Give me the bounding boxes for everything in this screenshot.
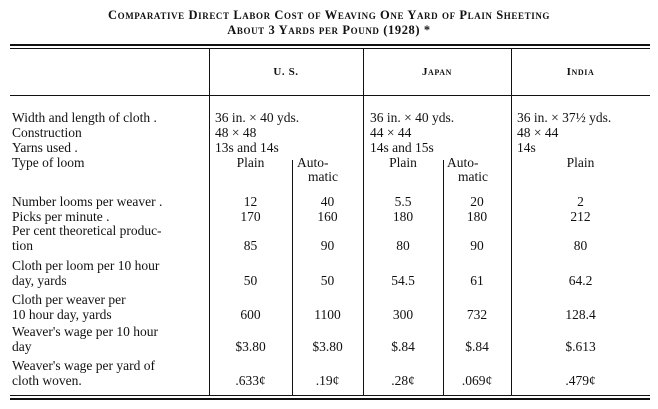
india-looms: 2: [577, 194, 584, 209]
india-loom: Plain: [566, 155, 595, 170]
table-title: [0, 8, 658, 38]
header-us: U. S.: [273, 66, 299, 78]
japan-width: 36 in. × 40 yds.: [370, 110, 455, 125]
label-pct-1: Per cent theoretical produc-: [12, 223, 162, 238]
us-pct-auto: 90: [320, 238, 335, 253]
bottom-rule: [10, 398, 650, 400]
us-cloth-loom-plain: 50: [243, 273, 258, 288]
us-width: 36 in. × 40 yds.: [215, 110, 300, 125]
label-wage-day-2: day: [12, 339, 32, 354]
us-looms-plain: 12: [243, 194, 258, 209]
japan-cloth-loom-auto: 61: [470, 273, 484, 288]
title-line-2: About 3 Yards per Pound (1928) *: [227, 23, 431, 37]
japan-wage-day-auto: $.84: [465, 339, 489, 354]
japan-yarns: 14s and 15s: [370, 140, 434, 155]
us-yarns: 13s and 14s: [215, 140, 279, 155]
japan-picks-plain: 180: [392, 209, 414, 224]
label-pct-2: tion: [12, 238, 34, 253]
india-wage-day: $.613: [565, 339, 596, 354]
header-japan: Japan: [421, 66, 453, 78]
label-wage-yard-2: cloth woven.: [12, 373, 82, 388]
india-cloth-loom: 64.2: [568, 273, 593, 288]
india-wage-yard: .479¢: [565, 373, 596, 388]
label-cloth-loom-2: day, yards: [12, 273, 67, 288]
japan-construction: 44 × 44: [370, 125, 412, 140]
us-cloth-loom-auto: 50: [320, 273, 335, 288]
japan-cloth-weaver-auto: 732: [466, 307, 488, 322]
bottom-rule-inner: [10, 395, 650, 396]
us-picks-plain: 170: [240, 209, 261, 224]
us-wage-yard-plain: .633¢: [235, 373, 266, 388]
us-loom-plain: Plain: [236, 155, 265, 170]
japan-cloth-loom-plain: 54.5: [391, 273, 415, 288]
us-picks-auto: 160: [317, 209, 338, 224]
japan-pct-plain: 80: [396, 238, 410, 253]
label-cloth-loom-1: Cloth per loom per 10 hour: [12, 258, 160, 273]
us-wage-day-auto: $3.80: [312, 339, 343, 354]
us-cloth-weaver-plain: 600: [240, 307, 261, 322]
japan-picks-auto: 180: [466, 209, 488, 224]
japan-looms-auto: 20: [470, 194, 484, 209]
header-rule: [10, 95, 650, 96]
japan-wage-yard-plain: .28¢: [391, 373, 415, 388]
label-construction: Construction: [12, 125, 82, 140]
japan-looms-plain: 5.5: [394, 194, 412, 209]
header-india: India: [566, 66, 595, 78]
top-rule: [10, 44, 650, 46]
japan-wage-yard-auto: .069¢: [461, 373, 493, 388]
india-cloth-weaver: 128.4: [565, 307, 596, 322]
label-wage-day-1: Weaver's wage per 10 hour: [12, 324, 159, 339]
label-wage-yard-1: Weaver's wage per yard of: [12, 358, 156, 373]
us-wage-yard-auto: .19¢: [315, 373, 340, 388]
japan-pct-auto: 90: [470, 238, 484, 253]
us-cloth-weaver-auto: 1100: [314, 307, 341, 322]
us-loom-auto-1: Auto-: [297, 155, 329, 170]
label-cloth-weaver-2: 10 hour day, yards: [12, 307, 112, 322]
us-wage-day-plain: $3.80: [235, 339, 266, 354]
label-picks: Picks per minute .: [12, 209, 110, 224]
label-width: Width and length of cloth .: [12, 110, 157, 125]
india-width: 36 in. × 37½ yds.: [517, 110, 612, 125]
india-construction: 48 × 44: [517, 125, 559, 140]
us-looms-auto: 40: [320, 194, 335, 209]
india-picks: 212: [570, 209, 591, 224]
label-loom-type: Type of loom: [12, 155, 85, 170]
top-rule-inner: [10, 48, 650, 49]
japan-wage-day-plain: $.84: [391, 339, 415, 354]
us-pct-plain: 85: [243, 238, 258, 253]
japan-loom-auto-1: Auto-: [447, 155, 479, 170]
label-looms-per-weaver: Number looms per weaver .: [12, 194, 163, 209]
india-pct: 80: [573, 238, 588, 253]
title-line-1: Comparative Direct Labor Cost of Weaving One Yard of Plain Sheeting: [107, 8, 551, 22]
japan-loom-auto-2: matic: [458, 169, 488, 184]
us-loom-auto-2: matic: [308, 169, 338, 184]
japan-cloth-weaver-plain: 300: [392, 307, 414, 322]
label-cloth-weaver-1: Cloth per weaver per: [12, 292, 126, 307]
india-yarns: 14s: [517, 140, 536, 155]
us-construction: 48 × 48: [215, 125, 257, 140]
label-yarns: Yarns used .: [12, 140, 78, 155]
japan-loom-plain: Plain: [389, 155, 417, 170]
